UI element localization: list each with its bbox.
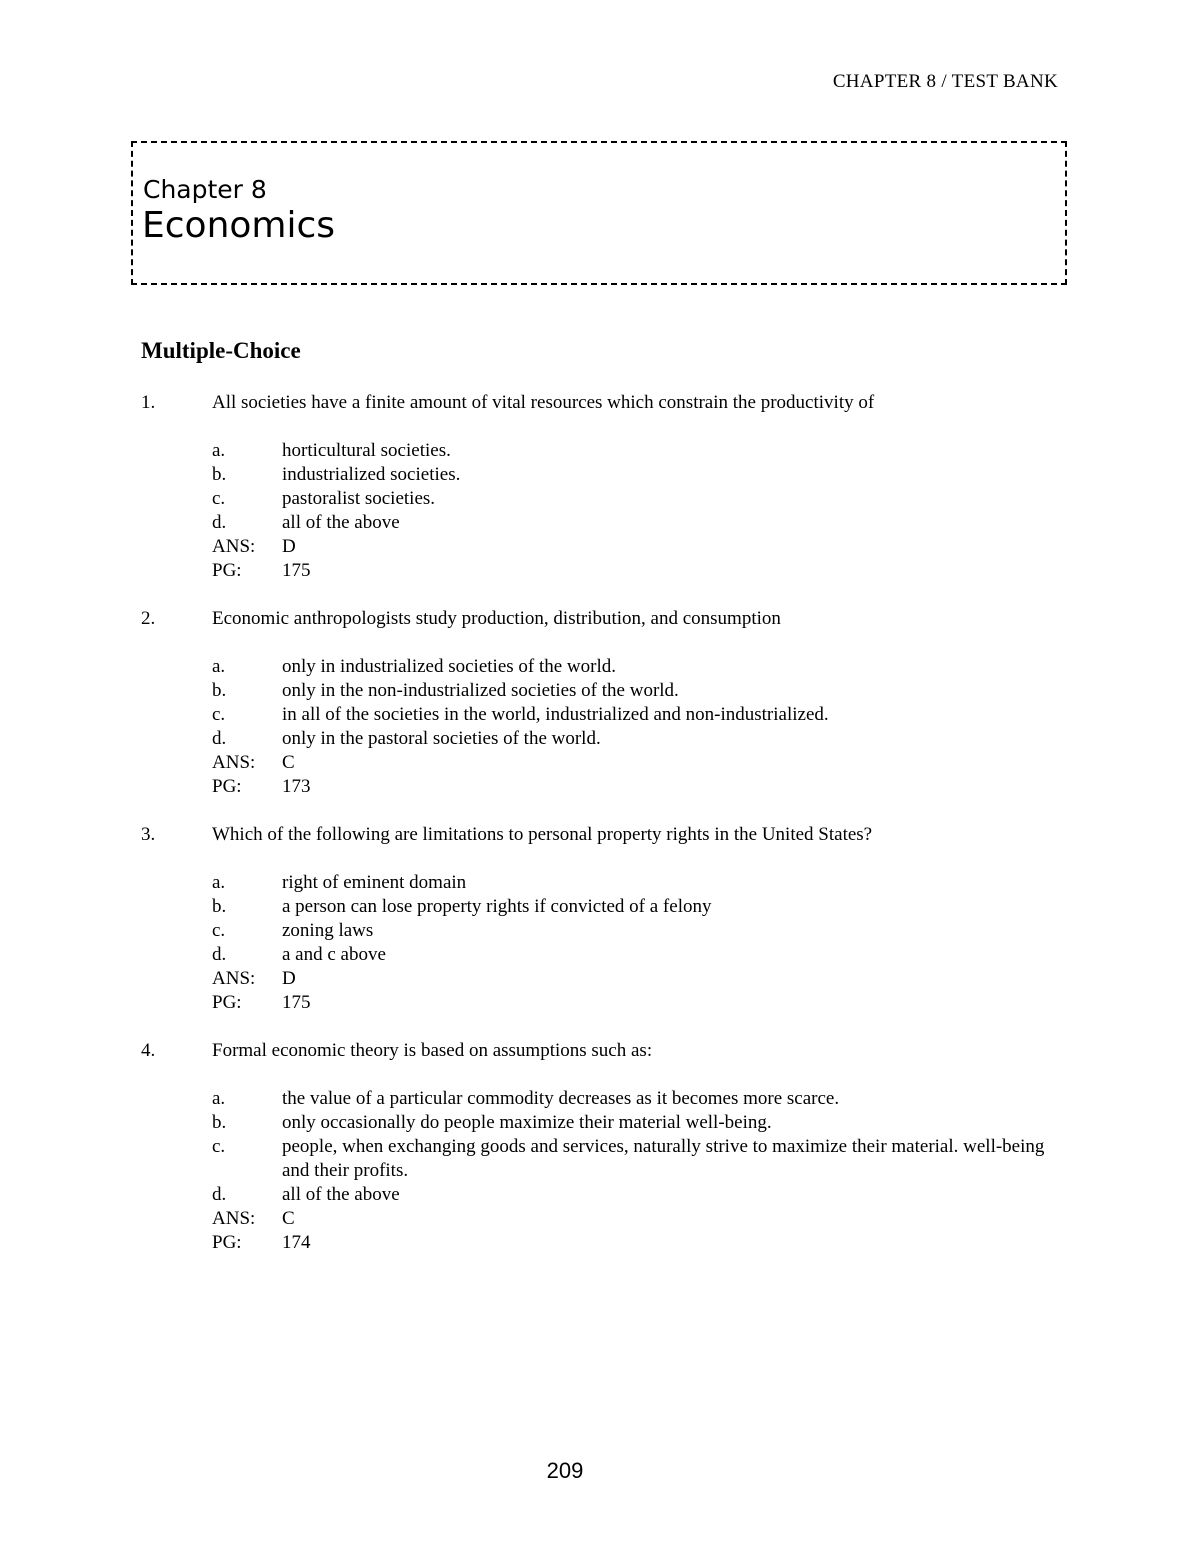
option-letter: b.	[212, 1112, 227, 1133]
option-text: only in the non-industrialized societies of the world.	[282, 680, 679, 701]
answer-line	[212, 535, 1071, 559]
answer-options	[212, 1087, 1071, 1255]
question-stem: All societies have a finite amount of vital resources which constrain the productivity of	[212, 392, 875, 413]
option-c	[212, 703, 1071, 727]
option-text: zoning laws	[282, 920, 374, 941]
page-ref-line	[212, 775, 1071, 799]
option-d	[212, 943, 1071, 967]
option-letter: b.	[212, 896, 227, 917]
question-stem: Which of the following are limitations to personal property rights in the United States?	[212, 824, 873, 845]
answer-value: C	[282, 1208, 295, 1229]
option-text: the value of a particular commodity decreases as it becomes more scarce.	[282, 1088, 840, 1109]
question-number: 2.	[141, 608, 156, 629]
answer-options	[212, 871, 1071, 1015]
answer-value: D	[282, 536, 296, 557]
option-d	[212, 1183, 1071, 1207]
option-text: all of the above	[282, 512, 400, 533]
option-a	[212, 655, 1071, 679]
option-letter: d.	[212, 944, 227, 965]
page-ref-value: 174	[282, 1232, 311, 1253]
option-letter: b.	[212, 464, 227, 485]
question-number: 3.	[141, 824, 156, 845]
option-letter: c.	[212, 488, 226, 509]
question-stem: Economic anthropologists study production, distribution, and consumption	[212, 608, 781, 629]
option-c	[212, 919, 1071, 943]
page-ref-label: PG:	[212, 1232, 242, 1253]
option-text: only in industrialized societies of the world.	[282, 656, 617, 677]
page-ref-line	[212, 1231, 1071, 1255]
page-ref-label: PG:	[212, 992, 242, 1013]
option-letter: a.	[212, 1088, 226, 1109]
section-heading: Multiple-Choice	[141, 338, 301, 363]
option-a	[212, 1087, 1071, 1111]
question-2	[141, 607, 1071, 799]
option-b	[212, 463, 1071, 487]
running-header: CHAPTER 8 / TEST BANK	[832, 71, 1058, 92]
option-letter: b.	[212, 680, 227, 701]
option-d	[212, 727, 1071, 751]
option-text: a and c above	[282, 944, 386, 965]
option-c	[212, 1135, 1071, 1183]
option-text: industrialized societies.	[282, 464, 461, 485]
question-3	[141, 823, 1071, 1015]
question-4	[141, 1039, 1071, 1255]
answer-label: ANS:	[212, 536, 256, 557]
answer-line	[212, 967, 1071, 991]
option-text: a person can lose property rights if convicted of a felony	[282, 896, 712, 917]
option-text: right of eminent domain	[282, 872, 467, 893]
answer-label: ANS:	[212, 1208, 256, 1229]
option-a	[212, 439, 1071, 463]
option-letter: a.	[212, 440, 226, 461]
answer-options	[212, 439, 1071, 583]
question-number: 1.	[141, 392, 156, 413]
option-letter: d.	[212, 728, 227, 749]
option-text: only occasionally do people maximize their material well-being.	[282, 1112, 772, 1133]
option-letter: c.	[212, 704, 226, 725]
question-stem: Formal economic theory is based on assumptions such as:	[212, 1040, 653, 1061]
option-text: pastoralist societies.	[282, 488, 436, 509]
option-letter: c.	[212, 920, 226, 941]
page-ref-value: 173	[282, 776, 311, 797]
option-b	[212, 679, 1071, 703]
page-ref-value: 175	[282, 992, 311, 1013]
question-list	[141, 391, 1071, 1279]
option-text: in all of the societies in the world, industrialized and non-industrialized.	[282, 704, 829, 725]
option-b	[212, 1111, 1071, 1135]
answer-value: D	[282, 968, 296, 989]
option-text: all of the above	[282, 1184, 400, 1205]
option-letter: d.	[212, 512, 227, 533]
chapter-title: Economics	[142, 205, 336, 246]
option-text: only in the pastoral societies of the world.	[282, 728, 601, 749]
answer-value: C	[282, 752, 295, 773]
answer-options	[212, 655, 1071, 799]
answer-label: ANS:	[212, 968, 256, 989]
page-ref-line	[212, 559, 1071, 583]
chapter-title-box	[131, 141, 1067, 285]
answer-label: ANS:	[212, 752, 256, 773]
chapter-label: Chapter 8	[143, 175, 267, 204]
option-letter: c.	[212, 1136, 226, 1157]
answer-line	[212, 1207, 1071, 1231]
page-ref-value: 175	[282, 560, 311, 581]
question-number: 4.	[141, 1040, 156, 1061]
option-text: people, when exchanging goods and services, naturally strive to maximize their material. well-being and their profits.	[282, 1136, 1045, 1181]
page-number: 209	[546, 1458, 584, 1483]
option-letter: a.	[212, 872, 226, 893]
option-c	[212, 487, 1071, 511]
option-b	[212, 895, 1071, 919]
option-letter: a.	[212, 656, 226, 677]
option-text: horticultural societies.	[282, 440, 451, 461]
option-letter: d.	[212, 1184, 227, 1205]
page-ref-line	[212, 991, 1071, 1015]
option-d	[212, 511, 1071, 535]
option-a	[212, 871, 1071, 895]
question-1	[141, 391, 1071, 583]
page-ref-label: PG:	[212, 560, 242, 581]
answer-line	[212, 751, 1071, 775]
page-ref-label: PG:	[212, 776, 242, 797]
